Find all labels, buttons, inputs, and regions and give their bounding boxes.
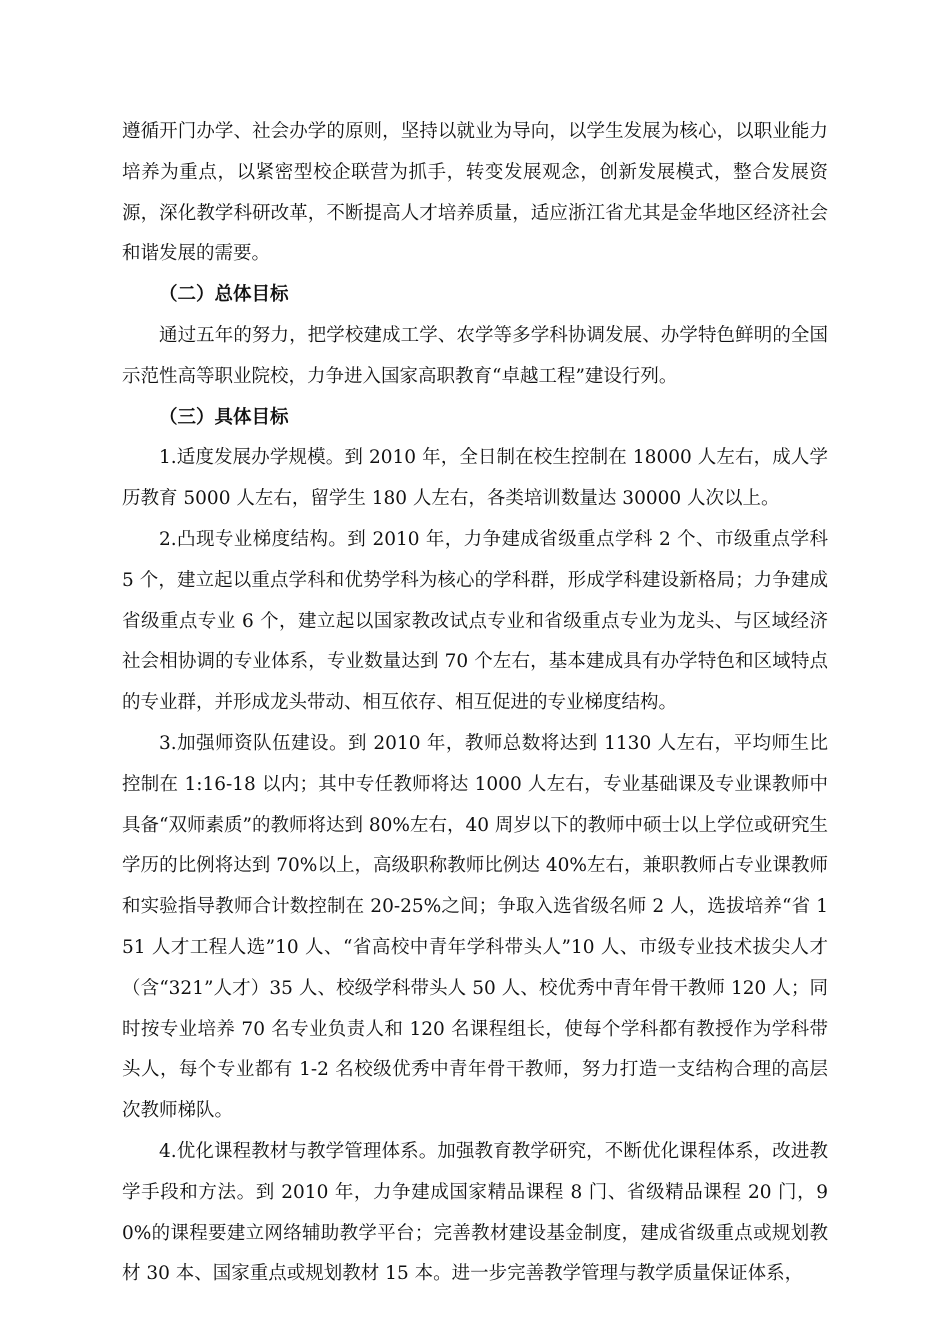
- paragraph-overall-goal: 通过五年的努力，把学校建成工学、农学等多学科协调发展、办学特色鲜明的全国示范性高等职业院校，力争进入国家高职教育“卓越工程”建设行列。: [122, 324, 828, 387]
- paragraph-goal-1-scale: 1.适度发展办学规模。到 2010 年，全日制在校生控制在 18000 人左右，成人学历教育 5000 人左右，留学生 180 人左右，各类培训数量达 30000 人次以上。: [122, 447, 828, 510]
- document-body: [122, 112, 828, 1295]
- section-heading-specific-goals: （三）具体目标: [159, 406, 289, 428]
- section-heading-overall-goal: （二）总体目标: [159, 284, 289, 306]
- paragraph-continuation: 遵循开门办学、社会办学的原则，坚持以就业为导向，以学生发展为核心，以职业能力培养为重点，以紧密型校企联营为抓手，转变发展观念，创新发展模式，整合发展资源，深化教学科研改革，不断提高人才培养质量，适应浙江省尤其是金华地区经济社会和谐发展的需要。: [122, 121, 828, 265]
- paragraph-goal-4-curriculum: 4.优化课程教材与教学管理体系。加强教育教学研究，不断优化课程体系，改进教学手段和方法。到 2010 年，力争建成国家精品课程 8 门、省级精品课程 20 门，90%的课程要建立网络辅助教学平台；完善教材建设基金制度，建成省级重点或规划教材 30 本、国家重点或规划教材 15 本。进一步完善教学管理与教学质量保证体系，: [122, 1140, 828, 1285]
- paragraph-goal-3-faculty: 3.加强师资队伍建设。到 2010 年，教师总数将达到 1130 人左右，平均师生比控制在 1:16-18 以内；其中专任教师将达 1000 人左右，专业基础课及专业课教师中具备“双师素质”的教师将达到 80%左右，40 周岁以下的教师中硕士以上学位或研究生学历的比例将达到 70%以上，高级职称教师比例达 40%左右，兼职教师占专业课教师和实验指导教师合计数控制在 20-25%之间；争取入选省级名师 2 人，选拔培养“省 151 人才工程人选”10 人、“省高校中青年学科带头人”10 人、市级专业技术拔尖人才（含“321”人才）35 人、校级学科带头人 50 人、校优秀中青年骨干教师 120 人；同时按专业培养 70 名专业负责人和 120 名课程组长，使每个学科都有教授作为学科带头人，每个专业都有 1-2 名校级优秀中青年骨干教师，努力打造一支结构合理的高层次教师梯队。: [122, 732, 828, 1122]
- paragraph-goal-2-disciplines: 2.凸现专业梯度结构。到 2010 年，力争建成省级重点学科 2 个、市级重点学科 5 个，建立起以重点学科和优势学科为核心的学科群，形成学科建设新格局；力争建成省级重点专业 6 个，建立起以国家教改试点专业和省级重点专业为龙头、与区域经济社会相协调的专业体系，专业数量达到 70 个左右，基本建成具有办学特色和区域特点的专业群，并形成龙头带动、相互依存、相互促进的专业梯度结构。: [122, 528, 828, 714]
